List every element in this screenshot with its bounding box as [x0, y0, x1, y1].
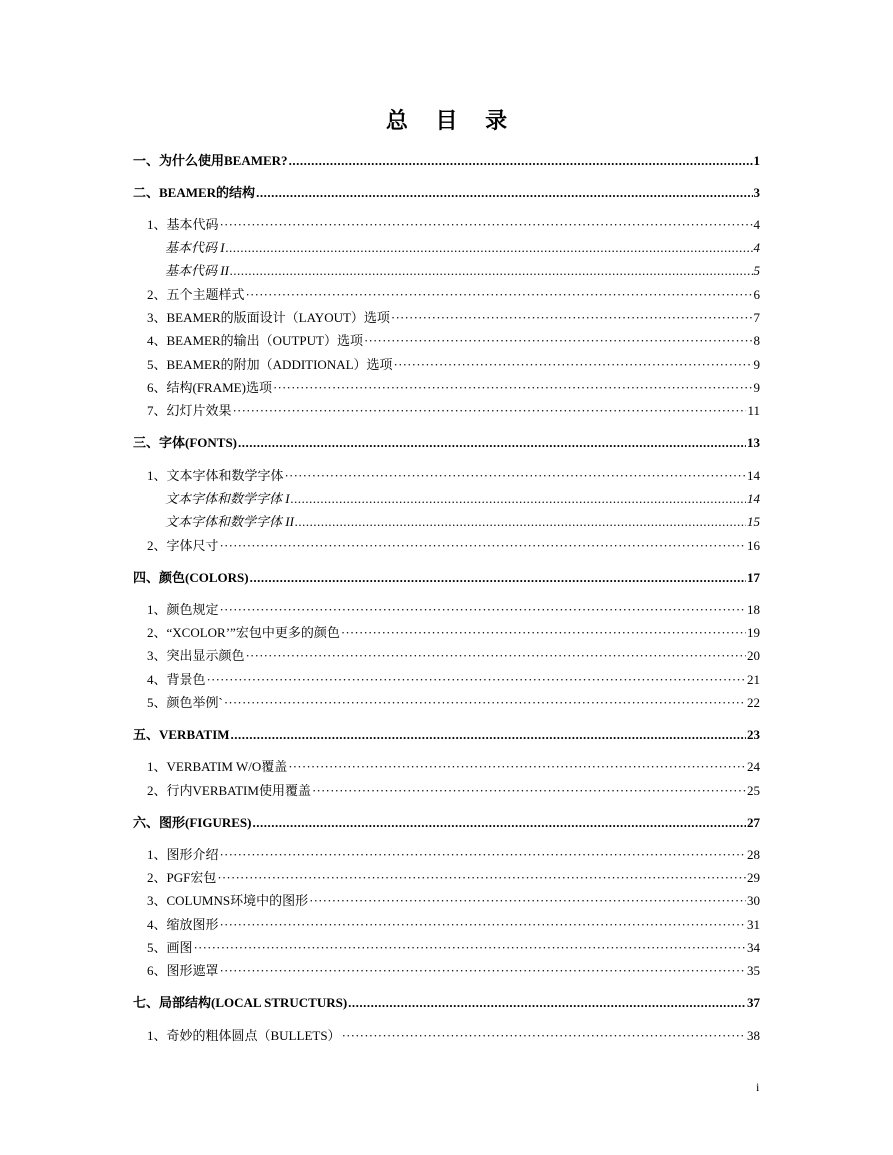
toc-entry-page: 14 [747, 468, 760, 483]
toc-entry[interactable] [133, 432, 760, 451]
toc-leader [217, 870, 746, 886]
toc-leader [224, 695, 746, 711]
toc-entry-page: 27 [747, 815, 760, 830]
toc-leader [250, 570, 746, 586]
toc-entry-page: 28 [747, 847, 760, 862]
toc-entry-label: 2、行内VERBATIM使用覆盖 [147, 783, 311, 798]
toc-entry-page: 5 [753, 263, 760, 278]
toc-entry-page: 6 [753, 287, 760, 302]
toc-entry-page: 22 [747, 695, 760, 710]
toc-entry[interactable] [147, 1025, 760, 1044]
toc-entry-page: 29 [747, 870, 760, 885]
toc-entry-page: 24 [747, 759, 760, 774]
toc-entry-label: 四、颜色(COLORS) [133, 570, 249, 585]
toc-leader [220, 963, 746, 979]
toc-entry[interactable] [147, 330, 760, 349]
toc-entry-page: 11 [747, 403, 760, 418]
toc-entry-page: 15 [747, 514, 760, 529]
toc-entry-label: 6、图形遮罩 [147, 963, 219, 978]
toc-title: 总 目 录 [385, 109, 518, 134]
toc-entry-label: 七、局部结构(LOCAL STRUCTURS) [133, 995, 348, 1010]
toc-entry-label: 2、字体尺寸 [147, 538, 219, 553]
toc-entry-page: 14 [747, 491, 760, 506]
toc-leader [220, 847, 746, 863]
toc-entry[interactable] [147, 692, 760, 711]
toc-leader [391, 310, 753, 326]
toc-leader [256, 185, 752, 201]
toc-entry-label: 2、五个主题样式 [147, 287, 245, 302]
toc-entry-page: 4 [753, 217, 760, 232]
toc-entry[interactable] [147, 890, 760, 909]
toc-entry-page: 21 [747, 672, 760, 687]
toc-leader [233, 403, 747, 419]
toc-entry[interactable] [133, 567, 760, 586]
toc-entry-label: 3、COLUMNS环境中的图形 [147, 893, 309, 908]
toc-entry-label: 1、奇妙的粗体圆点（BULLETS） [147, 1028, 341, 1043]
toc-leader [220, 217, 753, 233]
toc-entry-page: 9 [753, 357, 760, 372]
toc-entry[interactable] [147, 214, 760, 233]
toc-leader [230, 263, 753, 279]
toc-entry-label: 六、图形(FIGURES) [133, 815, 252, 830]
toc-entry-page: 30 [747, 893, 760, 908]
toc-entry[interactable] [147, 465, 760, 484]
toc-leader [348, 995, 746, 1011]
toc-entry[interactable] [133, 724, 760, 743]
toc-leader [273, 380, 753, 396]
toc-entry[interactable] [147, 354, 760, 373]
toc-entry-label: 4、缩放图形 [147, 917, 219, 932]
toc-entry-label: 基本代码 II [165, 263, 229, 278]
toc-leader [194, 940, 746, 956]
toc-leader [295, 514, 746, 530]
toc-entry-label: 1、图形介绍 [147, 847, 219, 862]
toc-entry-page: 1 [753, 153, 760, 168]
toc-leader [246, 648, 746, 664]
toc-entry[interactable] [133, 992, 760, 1011]
toc-leader [231, 727, 746, 743]
toc-entry[interactable] [133, 182, 760, 201]
toc-entry[interactable] [147, 645, 760, 664]
toc-entry-label: 五、VERBATIM [133, 727, 230, 742]
toc-leader [238, 435, 746, 451]
toc-entry[interactable] [165, 237, 760, 256]
toc-entry-page: 9 [753, 380, 760, 395]
toc-leader [226, 240, 753, 256]
toc-entry-page: 8 [753, 333, 760, 348]
toc-leader [220, 917, 746, 933]
toc-leader [207, 672, 746, 688]
toc-entry-label: 二、BEAMER的结构 [133, 185, 256, 200]
toc-entry[interactable] [147, 669, 760, 688]
toc-entry[interactable] [147, 599, 760, 618]
toc-entry-page: 31 [747, 917, 760, 932]
toc-entry-label: 7、幻灯片效果 [147, 403, 232, 418]
toc-entry-page: 37 [747, 995, 760, 1010]
toc-entry-label: 1、颜色规定 [147, 602, 219, 617]
toc-leader [312, 783, 746, 799]
toc-entry[interactable] [165, 260, 760, 279]
toc-entry-label: 文本字体和数学字体 I [165, 491, 290, 506]
toc-leader [289, 153, 753, 169]
toc-entry-label: 5、BEAMER的附加（ADDITIONAL）选项 [147, 357, 393, 372]
toc-entry[interactable] [147, 622, 760, 641]
toc-entry-page: 19 [747, 625, 760, 640]
toc-leader [220, 538, 746, 554]
toc-entry[interactable] [147, 960, 760, 979]
toc-entry-page: 34 [747, 940, 760, 955]
toc-leader [246, 287, 753, 303]
toc-entry-page: 3 [753, 185, 760, 200]
toc-entry-page: 7 [753, 310, 760, 325]
toc-entry[interactable] [147, 307, 760, 326]
toc-entry-label: 4、背景色 [147, 672, 206, 687]
toc-entry-label: 1、VERBATIM W/O覆盖 [147, 759, 288, 774]
toc-entry-label: 2、PGF宏包 [147, 870, 217, 885]
toc-entry[interactable] [133, 812, 760, 831]
toc-leader [394, 357, 753, 373]
toc-entry[interactable] [165, 511, 760, 530]
toc-entry-page: 4 [753, 240, 760, 255]
toc-entry-label: 5、颜色举例` [147, 695, 223, 710]
toc-entry[interactable] [147, 284, 760, 303]
toc-entry-label: 基本代码 I [165, 240, 225, 255]
toc-entry[interactable] [147, 780, 760, 799]
toc-entry-label: 3、BEAMER的版面设计（LAYOUT）选项 [147, 310, 390, 325]
toc-entry-label: 1、文本字体和数学字体 [147, 468, 284, 483]
toc-leader [220, 602, 746, 618]
toc-entry-page: 13 [747, 435, 760, 450]
toc-entry-page: 16 [747, 538, 760, 553]
toc-entry-label: 4、BEAMER的输出（OUTPUT）选项 [147, 333, 363, 348]
toc-entry[interactable] [133, 150, 760, 169]
toc-entry[interactable] [147, 535, 760, 554]
toc-entry-label: 文本字体和数学字体 II [165, 514, 294, 529]
toc-entry[interactable] [147, 867, 760, 886]
toc-entry-page: 25 [747, 783, 760, 798]
toc-leader [341, 625, 746, 641]
toc-entry-label: 三、字体(FONTS) [133, 435, 238, 450]
toc-entry[interactable] [147, 400, 760, 419]
toc-entry-page: 18 [747, 602, 760, 617]
toc-entry-label: 3、突出显示颜色 [147, 648, 245, 663]
toc-entry-label: 2、“XCOLOR’”宏包中更多的颜色 [147, 625, 340, 640]
toc-entry[interactable] [147, 844, 760, 863]
toc-leader [291, 491, 746, 507]
toc-entry[interactable] [147, 937, 760, 956]
toc-entry[interactable] [165, 488, 760, 507]
toc-entry-label: 一、为什么使用BEAMER? [133, 153, 288, 168]
toc-leader [364, 333, 753, 349]
toc-entry-page: 35 [747, 963, 760, 978]
toc-entry-page: 17 [747, 570, 760, 585]
toc-entry[interactable] [147, 377, 760, 396]
toc-entry-label: 1、基本代码 [147, 217, 219, 232]
toc-leader [309, 893, 746, 909]
toc-leader [285, 468, 746, 484]
toc-leader [288, 759, 746, 775]
toc-entry-page: 23 [747, 727, 760, 742]
toc-leader [252, 815, 746, 831]
toc-entry-label: 6、结构(FRAME)选项 [147, 380, 272, 395]
toc-leader [342, 1028, 746, 1044]
toc-entry[interactable] [147, 756, 760, 775]
page-number: i [756, 1080, 760, 1094]
toc-entry[interactable] [147, 914, 760, 933]
toc-entry-label: 5、画图 [147, 940, 193, 955]
toc-entry-page: 20 [747, 648, 760, 663]
toc-entry-page: 38 [747, 1028, 760, 1043]
